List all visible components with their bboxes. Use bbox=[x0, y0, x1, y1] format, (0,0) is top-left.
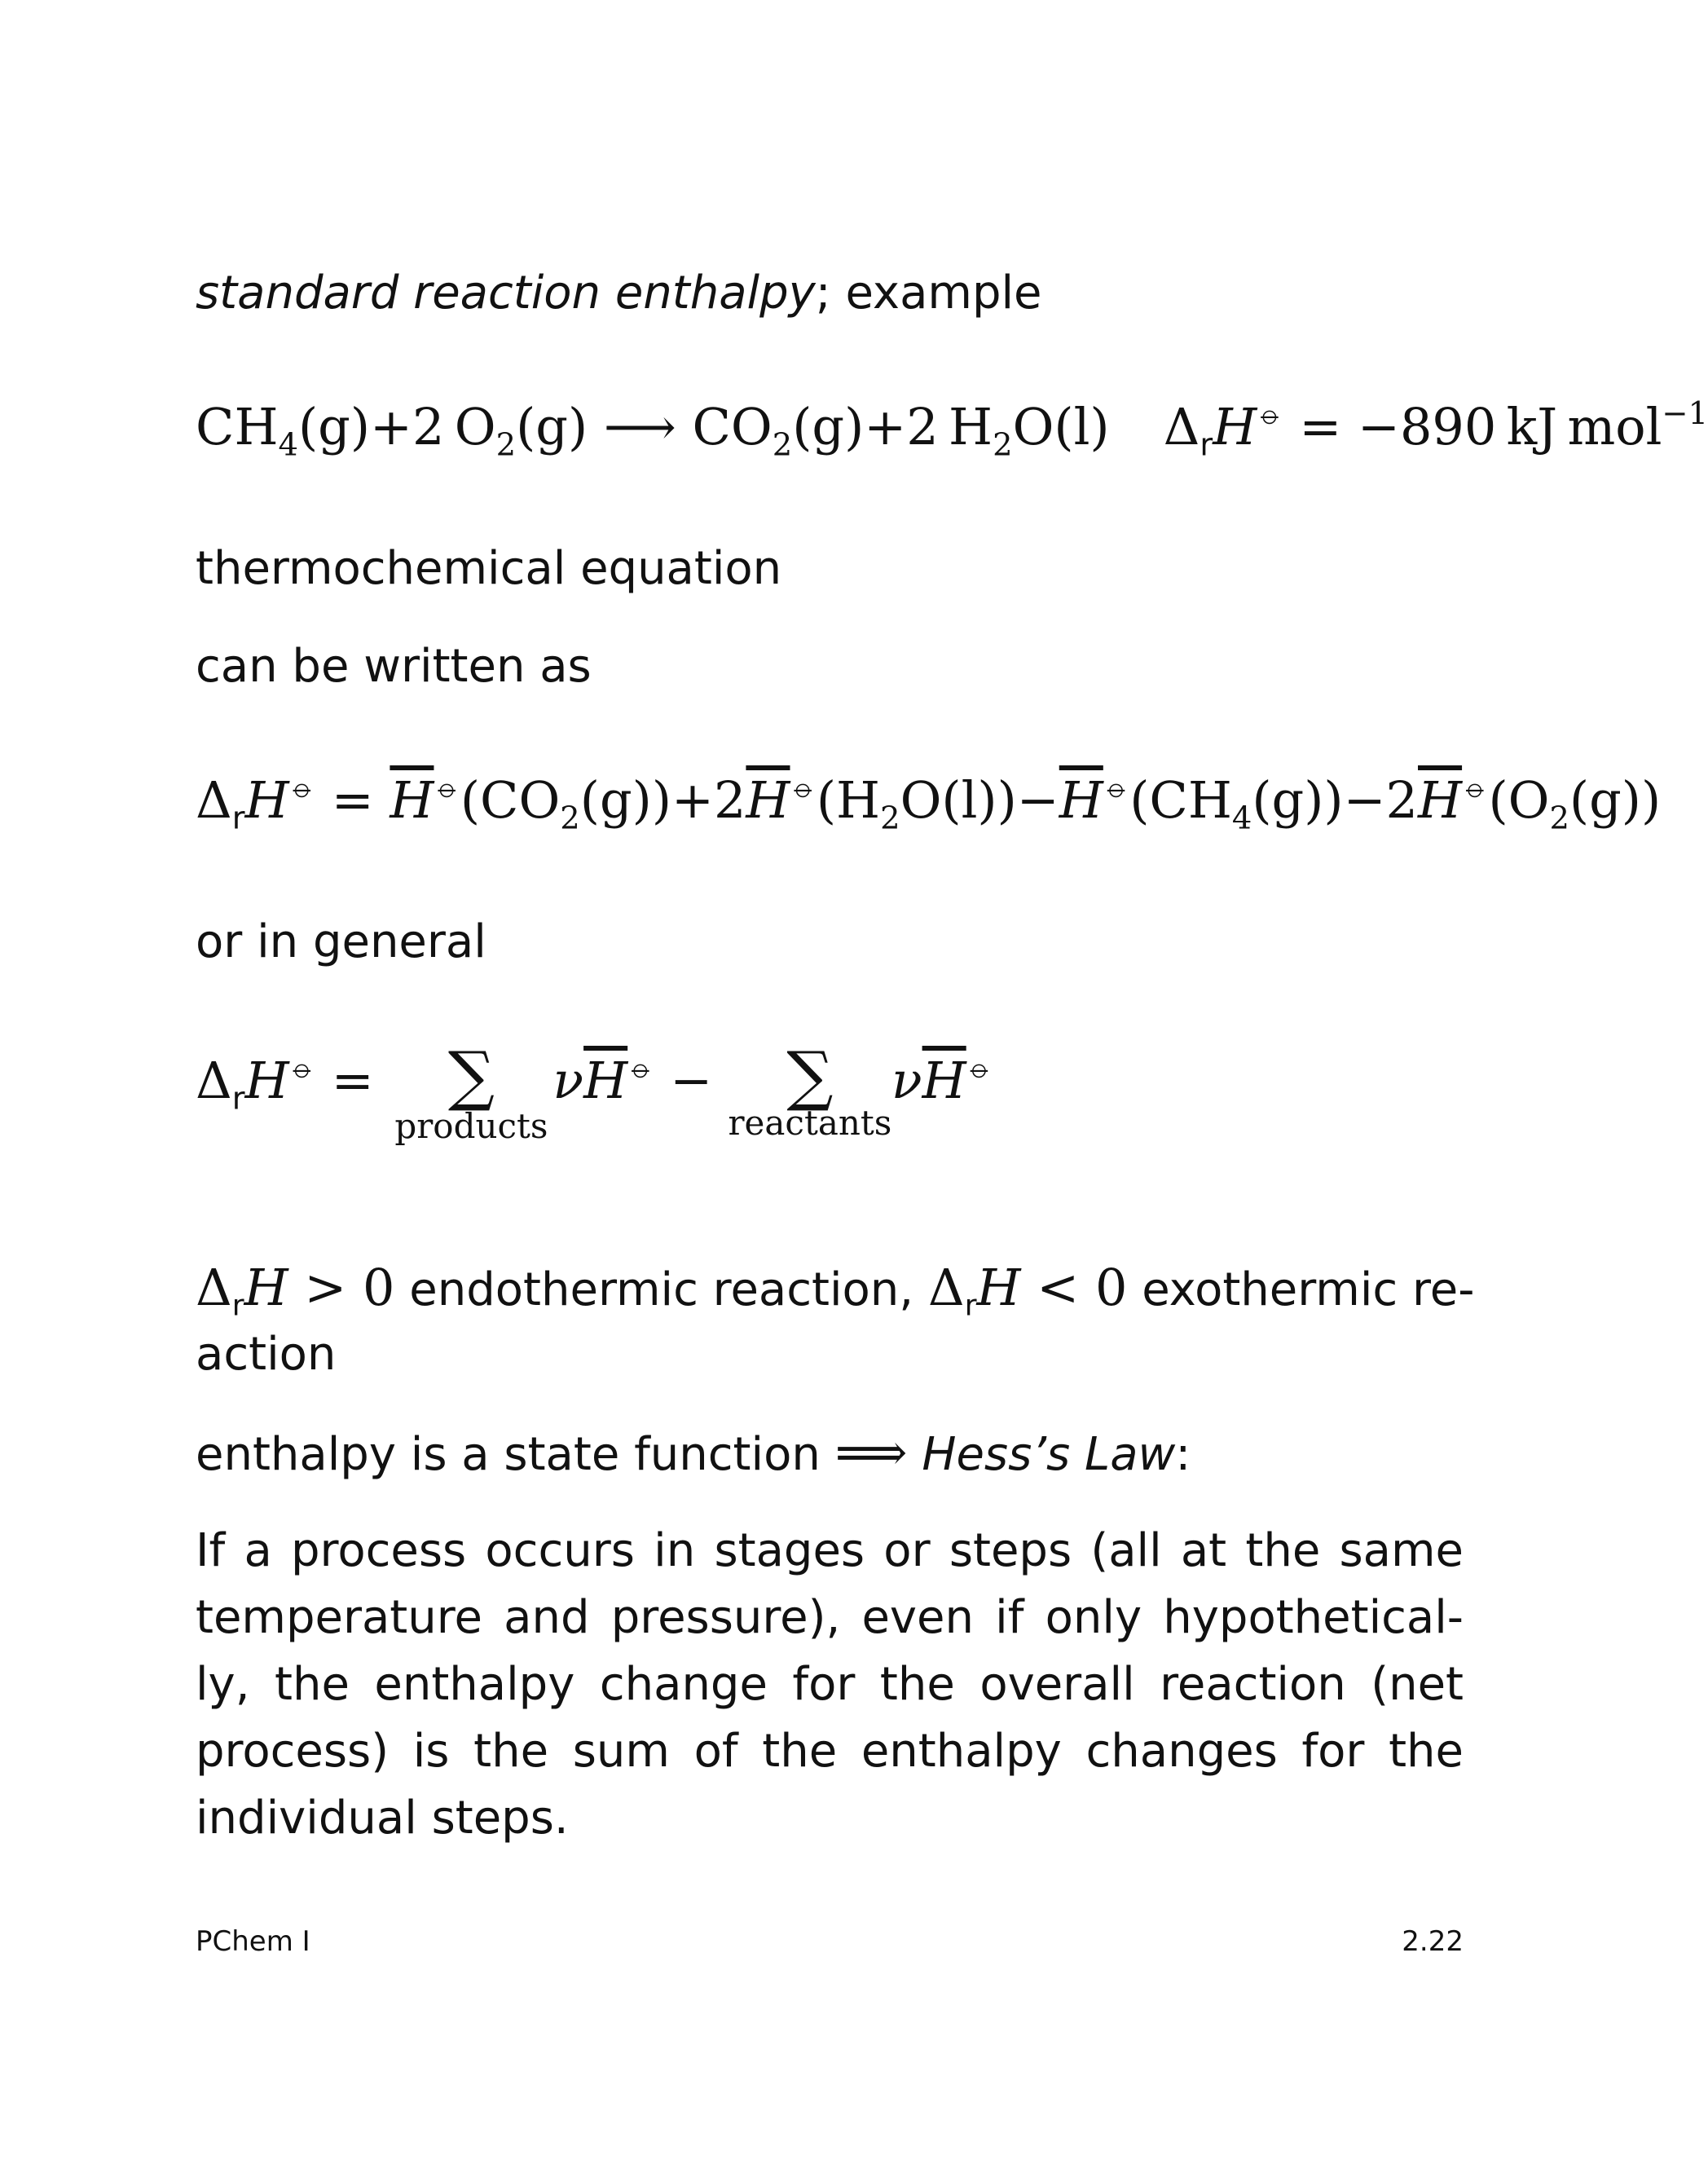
sign-h-1: H bbox=[244, 1258, 288, 1317]
sign-delta-2: Δ bbox=[927, 1258, 965, 1317]
eq2-standard-state-icon: ⦵ bbox=[288, 769, 316, 806]
reaction-enthalpy-expansion bbox=[196, 766, 1661, 835]
sum-over-reactants bbox=[728, 1038, 892, 1143]
eq1-o-subscript: 2 bbox=[495, 426, 517, 464]
eq3-molar-h-2: $\overline{H}$ bbox=[922, 1051, 966, 1110]
eq2-term3: (CH bbox=[1129, 770, 1232, 830]
eq1-r-subscript: r bbox=[1200, 426, 1213, 464]
endothermic-text: endothermic reaction, bbox=[394, 1263, 928, 1316]
eq3-h-symbol: H bbox=[244, 1051, 289, 1110]
statement-line-5: individual steps. bbox=[196, 1792, 569, 1845]
eq2-molar-h-3: $\overline{H}$ bbox=[1059, 770, 1103, 830]
eq3-standard-state-icon-1: ⦵ bbox=[627, 1049, 654, 1087]
eq1-standard-state-icon: ⦵ bbox=[1257, 395, 1283, 433]
eq1-part4: O(l) bbox=[1012, 397, 1110, 456]
eq2-term1-end: (g))+2 bbox=[579, 770, 746, 830]
hess-law-intro bbox=[196, 1418, 1191, 1489]
summation-icon: ∑ bbox=[447, 1038, 495, 1113]
heading-rest: ; example bbox=[815, 267, 1042, 320]
eq1-unit-exponent: −1 bbox=[1662, 395, 1708, 433]
footer-page-number: 2.22 bbox=[1402, 1925, 1464, 1958]
eq3-nu-1: ν bbox=[552, 1051, 584, 1110]
state-function-text: enthalpy is a state function bbox=[196, 1428, 835, 1481]
eq1-delta: Δ bbox=[1163, 397, 1200, 456]
statement-line-2: temperature and pressure), even if only hypothetical- bbox=[196, 1591, 1464, 1644]
eq2-r-subscript: r bbox=[231, 800, 245, 837]
eq1-ch-subscript: 4 bbox=[278, 426, 298, 464]
heading-term: standard reaction enthalpy bbox=[196, 267, 816, 320]
eq3-minus: − bbox=[654, 1051, 729, 1110]
eq1-co-subscript: 2 bbox=[772, 426, 793, 464]
eq2-term4: (O bbox=[1488, 770, 1550, 830]
sign-r-subscript-1: r bbox=[231, 1289, 244, 1323]
eq2-term3-end: (g))−2 bbox=[1252, 770, 1418, 830]
eq2-h-symbol: H bbox=[244, 770, 289, 830]
eq2-standard-state-icon-1: ⦵ bbox=[434, 769, 460, 806]
eq1-part3: (g)+2 H bbox=[792, 397, 993, 456]
section-heading bbox=[196, 259, 1042, 328]
eq2-standard-state-icon-2: ⦵ bbox=[790, 769, 817, 806]
hess-colon: : bbox=[1175, 1428, 1191, 1481]
eq1-part2: (g) ⟶ CO bbox=[516, 397, 773, 456]
sign-h-2: H bbox=[976, 1258, 1021, 1317]
footer-course: PChem I bbox=[196, 1925, 310, 1958]
eq2-equals: = bbox=[315, 770, 390, 830]
eq2-molar-h-4: $\overline{H}$ bbox=[1418, 770, 1463, 830]
written-as-label: can be written as bbox=[196, 640, 592, 693]
sign-r-subscript-2: r bbox=[964, 1289, 977, 1323]
combustion-equation bbox=[196, 393, 1708, 464]
sign-delta-1: Δ bbox=[196, 1258, 232, 1317]
eq1-part1: (g)+2 O bbox=[297, 397, 496, 456]
statement-line-4: process) is the sum of the enthalpy changes for the bbox=[196, 1725, 1464, 1778]
eq2-molar-h-2: $\overline{H}$ bbox=[746, 770, 790, 830]
eq1-h-symbol: H bbox=[1213, 397, 1257, 456]
statement-line-1: If a process occurs in stages or steps (all at the same bbox=[196, 1524, 1464, 1577]
eq3-standard-state-icon: ⦵ bbox=[288, 1049, 316, 1087]
eq1-value: = −890 kJ mol bbox=[1283, 397, 1662, 456]
sign-convention-line bbox=[196, 1254, 1474, 1325]
eq2-term2-end: O(l))− bbox=[900, 770, 1059, 830]
eq2-molar-h-1: $\overline{H}$ bbox=[390, 770, 434, 830]
eq3-equals: = bbox=[315, 1051, 390, 1110]
summation-icon: ∑ bbox=[786, 1038, 834, 1113]
eq2-term3-subscript: 4 bbox=[1231, 800, 1252, 837]
eq3-nu-2: ν bbox=[891, 1051, 922, 1110]
eq3-standard-state-icon-2: ⦵ bbox=[966, 1049, 993, 1087]
reactants-limit: reactants bbox=[728, 1103, 892, 1143]
eq2-delta: Δ bbox=[196, 770, 232, 830]
sign-lt-zero: < 0 bbox=[1020, 1258, 1128, 1317]
hess-law-term: Hess’s Law bbox=[922, 1428, 1176, 1481]
eq3-delta: Δ bbox=[196, 1051, 232, 1110]
statement-line-3: ly, the enthalpy change for the overall reaction (net bbox=[196, 1658, 1464, 1711]
eq2-standard-state-icon-4: ⦵ bbox=[1462, 769, 1489, 806]
eq2-term1-subscript: 2 bbox=[560, 800, 580, 837]
eq2-term4-end: (g)) bbox=[1569, 770, 1662, 830]
eq3-r-subscript: r bbox=[231, 1080, 245, 1117]
eq2-term4-subscript: 2 bbox=[1549, 800, 1569, 837]
eq2-term1: (CO bbox=[460, 770, 561, 830]
eq3-molar-h-1: $\overline{H}$ bbox=[583, 1051, 628, 1110]
products-limit: products bbox=[394, 1106, 548, 1146]
sign-gt-zero: > 0 bbox=[288, 1258, 395, 1317]
eq2-term2: (H bbox=[816, 770, 881, 830]
hess-law-statement bbox=[196, 1518, 1464, 1852]
general-label: or in general bbox=[196, 915, 486, 968]
general-enthalpy-equation bbox=[196, 1038, 993, 1146]
eq1-h-subscript: 2 bbox=[993, 426, 1013, 464]
eq2-term2-subscript: 2 bbox=[880, 800, 900, 837]
sign-convention-continuation: action bbox=[196, 1328, 337, 1381]
eq2-standard-state-icon-3: ⦵ bbox=[1103, 769, 1130, 806]
sum-over-products bbox=[390, 1038, 552, 1146]
thermochemical-label: thermochemical equation bbox=[196, 542, 782, 595]
eq1-ch: CH bbox=[196, 397, 279, 456]
implies-arrow-icon: ⟹ bbox=[834, 1422, 908, 1482]
exothermic-text: exothermic re- bbox=[1127, 1263, 1475, 1316]
